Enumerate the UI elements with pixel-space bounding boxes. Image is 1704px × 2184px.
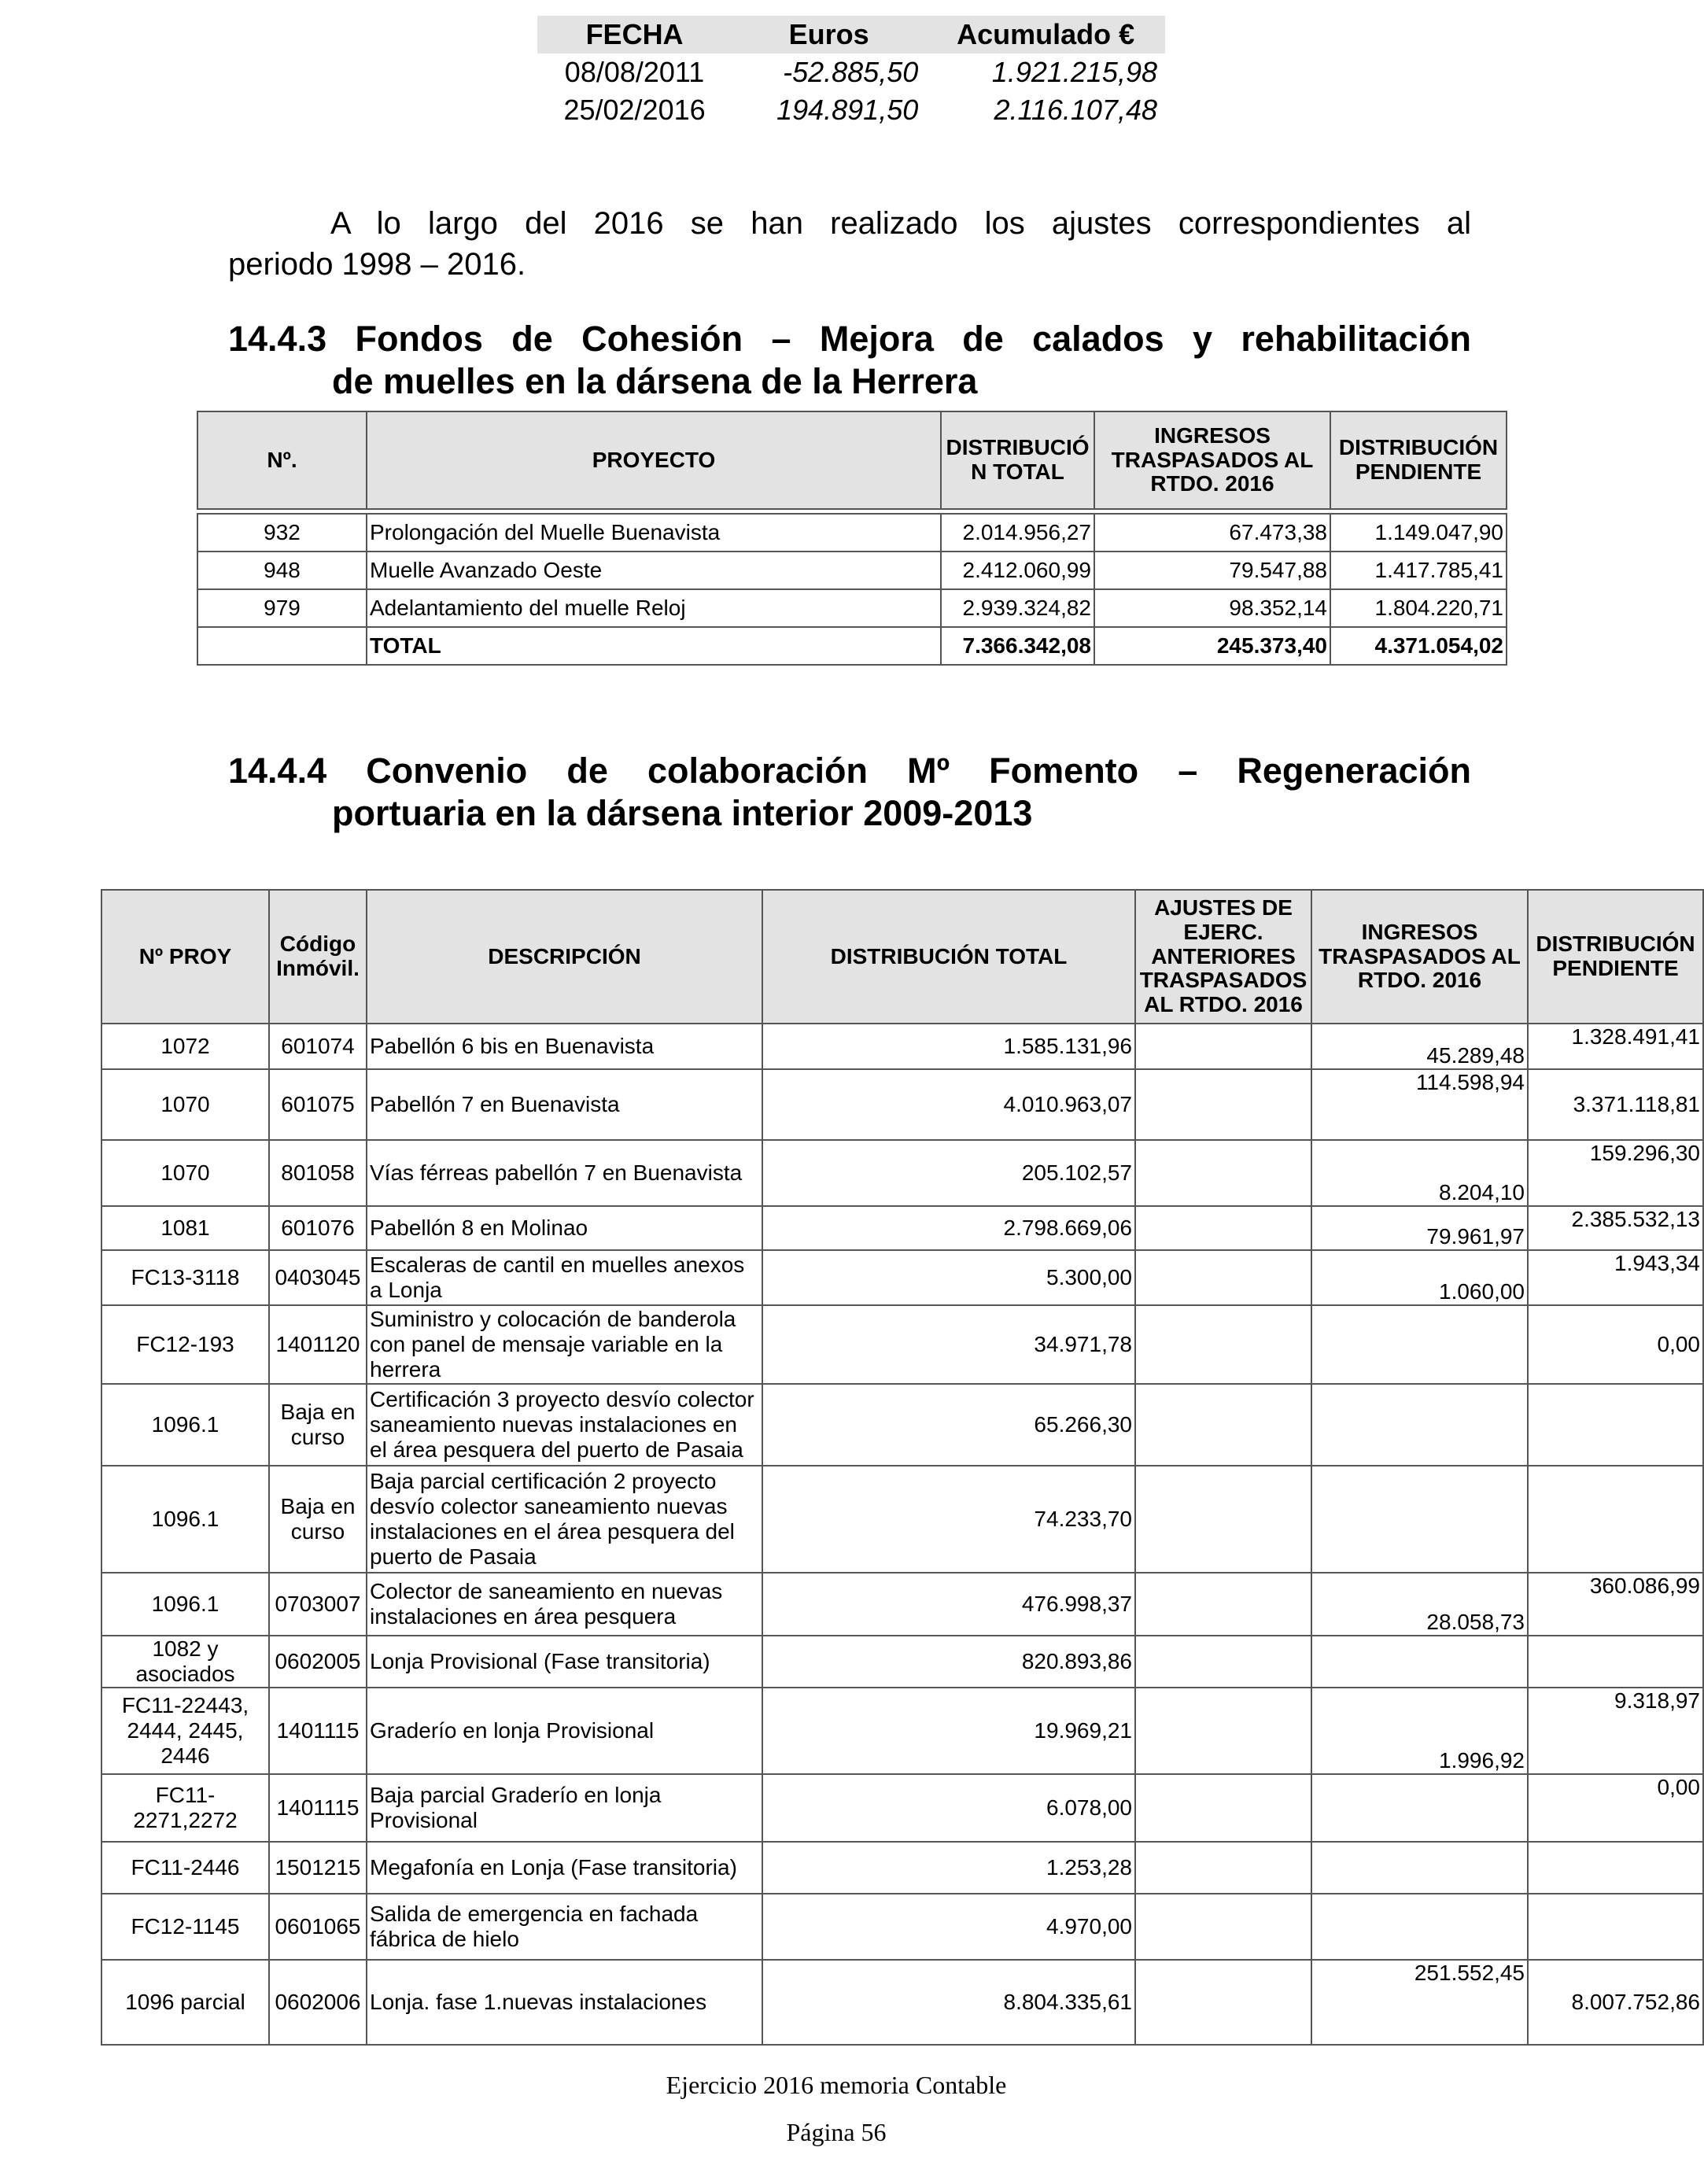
- table-row: [101, 1140, 1703, 1206]
- distribucion-total-cell: 19.969,21: [762, 1688, 1135, 1774]
- distribucion-total-cell: 820.893,86: [762, 1636, 1135, 1688]
- table-row: [101, 1774, 1703, 1842]
- table-row: [101, 1384, 1703, 1466]
- ingresos-cell: 79.961,97: [1311, 1206, 1528, 1250]
- cell: 1.417.785,41: [1330, 552, 1507, 589]
- ajustes-cell: [1135, 1894, 1311, 1960]
- ajustes-cell: [1135, 1636, 1311, 1688]
- pendiente-cell: 8.007.752,86: [1528, 1960, 1703, 2045]
- heading-line-2: de muelles en la dársena de la Herrera: [332, 361, 978, 401]
- codigo-cell: 601076: [269, 1206, 367, 1250]
- table-row: [101, 1206, 1703, 1250]
- fomento-agreement-table: [101, 889, 1704, 2046]
- ingresos-cell: 1.060,00: [1311, 1250, 1528, 1305]
- table-row: [101, 1960, 1703, 2045]
- proy-cell: FC12-1145: [101, 1894, 269, 1960]
- cell: 2.014.956,27: [941, 514, 1094, 552]
- distribucion-total-cell: 1.585.131,96: [762, 1024, 1135, 1069]
- table-row: [197, 589, 1507, 627]
- table-row: [537, 91, 1165, 129]
- acumulado-cell: 1.921.215,98: [991, 56, 1157, 88]
- codigo-cell: 1501215: [269, 1842, 367, 1894]
- codigo-cell: 0703007: [269, 1573, 367, 1636]
- pendiente-cell: 1.328.491,41: [1528, 1024, 1703, 1069]
- pendiente-cell: [1528, 1384, 1703, 1466]
- table-row: [197, 552, 1507, 589]
- proy-cell: 1070: [101, 1140, 269, 1206]
- section-heading-1443: [228, 318, 1471, 403]
- page-number: Página 56: [786, 2118, 887, 2146]
- header-distribucion-pendiente: DISTRIBUCIÓN PENDIENTE: [1330, 411, 1507, 509]
- ajustes-cell: [1135, 1466, 1311, 1573]
- header-ingresos: INGRESOS TRASPASADOS AL RTDO. 2016: [1311, 890, 1528, 1024]
- distribucion-total-cell: 4.970,00: [762, 1894, 1135, 1960]
- paragraph-line-2: periodo 1998 – 2016.: [228, 247, 526, 282]
- proy-cell: 1096.1: [101, 1466, 269, 1573]
- ingresos-cell: 8.204,10: [1311, 1140, 1528, 1206]
- heading-line-1: 14.4.3 Fondos de Cohesión – Mejora de calados y rehabilitación: [228, 319, 1471, 359]
- descripcion-cell: Pabellón 7 en Buenavista: [367, 1069, 762, 1140]
- pendiente-cell: 1.943,34: [1528, 1250, 1703, 1305]
- section-heading-1444: [228, 750, 1471, 835]
- descripcion-cell: Escaleras de cantil en muelles anexos a Lonja: [367, 1250, 762, 1305]
- distribucion-total-cell: 8.804.335,61: [762, 1960, 1135, 2045]
- header-fecha: FECHA: [537, 16, 732, 53]
- header-acumulado: Acumulado €: [926, 16, 1165, 53]
- descripcion-cell: Lonja Provisional (Fase transitoria): [367, 1636, 762, 1688]
- codigo-cell: 601075: [269, 1069, 367, 1140]
- header-ajustes: AJUSTES DE EJERC. ANTERIORES TRASPASADOS AL RTDO. 2016: [1135, 890, 1311, 1024]
- ajustes-cell: [1135, 1069, 1311, 1140]
- table-row: [101, 1894, 1703, 1960]
- cell: [197, 627, 367, 665]
- cell: Muelle Avanzado Oeste: [367, 552, 941, 589]
- pendiente-cell: 0,00: [1528, 1305, 1703, 1384]
- table-row: [101, 1024, 1703, 1069]
- proy-cell: 1082 y asociados: [101, 1636, 269, 1688]
- proy-cell: FC12-193: [101, 1305, 269, 1384]
- table-row: [101, 1250, 1703, 1305]
- codigo-cell: 0602005: [269, 1636, 367, 1688]
- ajustes-cell: [1135, 1140, 1311, 1206]
- ajustes-cell: [1135, 1774, 1311, 1842]
- distribucion-total-cell: 4.010.963,07: [762, 1069, 1135, 1140]
- ingresos-cell: 251.552,45: [1311, 1960, 1528, 2045]
- distribucion-total-cell: 205.102,57: [762, 1140, 1135, 1206]
- table-row: [101, 1305, 1703, 1384]
- ingresos-cell: 45.289,48: [1311, 1024, 1528, 1069]
- cell: 932: [197, 514, 367, 552]
- ajustes-cell: [1135, 1305, 1311, 1384]
- distribucion-total-cell: 476.998,37: [762, 1573, 1135, 1636]
- header-euros: Euros: [732, 16, 926, 53]
- codigo-cell: 0403045: [269, 1250, 367, 1305]
- heading-line-1: 14.4.4 Convenio de colaboración Mº Fomento – Regeneración: [228, 751, 1471, 791]
- fecha-cell: 25/02/2016: [563, 94, 706, 126]
- descripcion-cell: Salida de emergencia en fachada fábrica de hielo: [367, 1894, 762, 1960]
- proy-cell: 1081: [101, 1206, 269, 1250]
- descripcion-cell: Baja parcial certificación 2 proyecto desvío colector saneamiento nuevas instalaciones en el área pesquera del puerto de Pasaia: [367, 1466, 762, 1573]
- ajustes-cell: [1135, 1384, 1311, 1466]
- codigo-cell: Baja en curso: [269, 1466, 367, 1573]
- ingresos-cell: [1311, 1384, 1528, 1466]
- distribucion-total-cell: 1.253,28: [762, 1842, 1135, 1894]
- ajustes-cell: [1135, 1688, 1311, 1774]
- proy-cell: 1070: [101, 1069, 269, 1140]
- header-n-proy: Nº PROY: [101, 890, 269, 1024]
- proy-cell: FC11-22443, 2444, 2445, 2446: [101, 1688, 269, 1774]
- header-ingresos: INGRESOS TRASPASADOS AL RTDO. 2016: [1094, 411, 1330, 509]
- table-row: [101, 1466, 1703, 1573]
- pendiente-cell: 360.086,99: [1528, 1573, 1703, 1636]
- footer-title: Ejercicio 2016 memoria Contable: [666, 2071, 1007, 2099]
- pendiente-cell: [1528, 1636, 1703, 1688]
- total-cell: 245.373,40: [1094, 627, 1330, 665]
- codigo-cell: 1401120: [269, 1305, 367, 1384]
- descripcion-cell: Suministro y colocación de banderola con panel de mensaje variable en la herrera: [367, 1305, 762, 1384]
- table-row: [101, 1069, 1703, 1140]
- header-numero: Nº.: [197, 411, 367, 509]
- descripcion-cell: Pabellón 6 bis en Buenavista: [367, 1024, 762, 1069]
- cell: 79.547,88: [1094, 552, 1330, 589]
- ajustes-cell: [1135, 1206, 1311, 1250]
- paragraph-line-1: A lo largo del 2016 se han realizado los ajustes correspondientes al: [330, 206, 1471, 241]
- fecha-euros-table: [537, 16, 1165, 129]
- descripcion-cell: Colector de saneamiento en nuevas instalaciones en área pesquera: [367, 1573, 762, 1636]
- table-row: [101, 1688, 1703, 1774]
- codigo-cell: 1401115: [269, 1688, 367, 1774]
- codigo-cell: 0601065: [269, 1894, 367, 1960]
- codigo-cell: Baja en curso: [269, 1384, 367, 1466]
- total-cell: 7.366.342,08: [941, 627, 1094, 665]
- fecha-cell: 08/08/2011: [564, 56, 705, 88]
- proy-cell: FC13-3118: [101, 1250, 269, 1305]
- descripcion-cell: Certificación 3 proyecto desvío colector saneamiento nuevas instalaciones en el área pesquera del puerto de Pasaia: [367, 1384, 762, 1466]
- header-descripcion: DESCRIPCIÓN: [367, 890, 762, 1024]
- proy-cell: 1096.1: [101, 1573, 269, 1636]
- descripcion-cell: Vías férreas pabellón 7 en Buenavista: [367, 1140, 762, 1206]
- header-proyecto: PROYECTO: [367, 411, 941, 509]
- header-distribucion-pendiente: DISTRIBUCIÓN PENDIENTE: [1528, 890, 1703, 1024]
- total-label: TOTAL: [367, 627, 941, 665]
- descripcion-cell: Megafonía en Lonja (Fase transitoria): [367, 1842, 762, 1894]
- descripcion-cell: Lonja. fase 1.nuevas instalaciones: [367, 1960, 762, 2045]
- proy-cell: FC11-2271,2272: [101, 1774, 269, 1842]
- pendiente-cell: 159.296,30: [1528, 1140, 1703, 1206]
- ajustes-cell: [1135, 1250, 1311, 1305]
- descripcion-cell: Pabellón 8 en Molinao: [367, 1206, 762, 1250]
- distribucion-total-cell: 5.300,00: [762, 1250, 1135, 1305]
- table-row: [101, 1636, 1703, 1688]
- codigo-cell: 1401115: [269, 1774, 367, 1842]
- distribucion-total-cell: 74.233,70: [762, 1466, 1135, 1573]
- total-cell: 4.371.054,02: [1330, 627, 1507, 665]
- cell: 979: [197, 589, 367, 627]
- heading-line-2: portuaria en la dársena interior 2009-2013: [332, 793, 1033, 833]
- cell: 2.412.060,99: [941, 552, 1094, 589]
- header-distribucion-total: DISTRIBUCIÓN TOTAL: [762, 890, 1135, 1024]
- euros-cell: -52.885,50: [783, 56, 919, 88]
- cell: 98.352,14: [1094, 589, 1330, 627]
- acumulado-cell: 2.116.107,48: [994, 94, 1157, 126]
- proy-cell: 1072: [101, 1024, 269, 1069]
- codigo-cell: 601074: [269, 1024, 367, 1069]
- codigo-cell: 801058: [269, 1140, 367, 1206]
- ingresos-cell: 1.996,92: [1311, 1688, 1528, 1774]
- ajustes-cell: [1135, 1960, 1311, 2045]
- cohesion-funds-table: [197, 411, 1507, 666]
- codigo-cell: 0602006: [269, 1960, 367, 2045]
- pendiente-cell: [1528, 1842, 1703, 1894]
- cell: 948: [197, 552, 367, 589]
- cell: 2.939.324,82: [941, 589, 1094, 627]
- proy-cell: 1096.1: [101, 1384, 269, 1466]
- distribucion-total-cell: 2.798.669,06: [762, 1206, 1135, 1250]
- pendiente-cell: [1528, 1466, 1703, 1573]
- ingresos-cell: 114.598,94: [1311, 1069, 1528, 1140]
- header-codigo: Código Inmóvil.: [269, 890, 367, 1024]
- proy-cell: 1096 parcial: [101, 1960, 269, 2045]
- pendiente-cell: 2.385.532,13: [1528, 1206, 1703, 1250]
- header-distribucion-total: DISTRIBUCIÓ N TOTAL: [941, 411, 1094, 509]
- pendiente-cell: 3.371.118,81: [1528, 1069, 1703, 1140]
- pendiente-cell: [1528, 1894, 1703, 1960]
- proy-cell: FC11-2446: [101, 1842, 269, 1894]
- distribucion-total-cell: 65.266,30: [762, 1384, 1135, 1466]
- pendiente-cell: 9.318,97: [1528, 1688, 1703, 1774]
- cell: 1.149.047,90: [1330, 514, 1507, 552]
- table-row: [537, 53, 1165, 91]
- ingresos-cell: [1311, 1636, 1528, 1688]
- total-row: [197, 627, 1507, 665]
- euros-cell: 194.891,50: [776, 94, 919, 126]
- distribucion-total-cell: 34.971,78: [762, 1305, 1135, 1384]
- cell: Prolongación del Muelle Buenavista: [367, 514, 941, 552]
- ingresos-cell: [1311, 1466, 1528, 1573]
- ajustes-cell: [1135, 1842, 1311, 1894]
- ajustes-cell: [1135, 1024, 1311, 1069]
- ingresos-cell: [1311, 1894, 1528, 1960]
- table-row: [101, 1842, 1703, 1894]
- table-row: [197, 514, 1507, 552]
- ingresos-cell: [1311, 1774, 1528, 1842]
- ingresos-cell: [1311, 1305, 1528, 1384]
- cell: 67.473,38: [1094, 514, 1330, 552]
- ingresos-cell: 28.058,73: [1311, 1573, 1528, 1636]
- pendiente-cell: 0,00: [1528, 1774, 1703, 1842]
- cell: Adelantamiento del muelle Reloj: [367, 589, 941, 627]
- ajustes-cell: [1135, 1573, 1311, 1636]
- ingresos-cell: [1311, 1842, 1528, 1894]
- adjustments-paragraph: [228, 203, 1471, 285]
- distribucion-total-cell: 6.078,00: [762, 1774, 1135, 1842]
- table-row: [101, 1573, 1703, 1636]
- descripcion-cell: Baja parcial Graderío en lonja Provisional: [367, 1774, 762, 1842]
- descripcion-cell: Graderío en lonja Provisional: [367, 1688, 762, 1774]
- cell: 1.804.220,71: [1330, 589, 1507, 627]
